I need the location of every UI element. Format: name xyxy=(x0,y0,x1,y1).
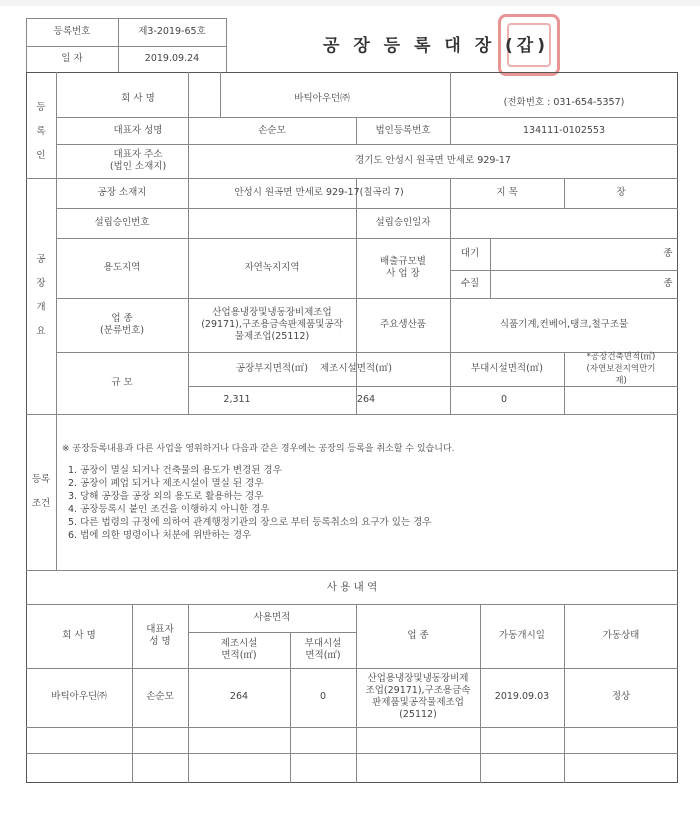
address-value: 경기도 안성시 원곡면 만세로 929-17 xyxy=(355,155,511,166)
aux-area-value: 0 xyxy=(500,394,508,405)
usage-col-industry: 업 종 xyxy=(407,630,429,641)
usage-col-aux: 부대시설 면적(㎡) xyxy=(304,638,342,661)
usage-col-ceo: 대표자 성 명 xyxy=(146,624,174,647)
date-label: 일 자 xyxy=(61,53,83,64)
ceo-label: 대표자 성명 xyxy=(113,125,163,136)
address-label: 대표자 주소 (법인 소재지) xyxy=(109,149,167,172)
approval-no-label: 설립승인번호 xyxy=(94,217,150,228)
usage-industry: 산업용냉장및냉동장비제 조업(29171),구조용금속 판제품및공작물제조업 (25112) xyxy=(365,673,471,720)
usage-col-area: 사용면적 xyxy=(253,612,291,623)
water-value: 종 xyxy=(663,278,673,289)
corp-no-value: 134111-0102553 xyxy=(522,125,606,136)
usage-col-start: 가동개시일 xyxy=(499,630,545,641)
site-area-value: 2,311 xyxy=(223,394,251,405)
condition-item: 2. 공장이 폐업 되거나 제조시설이 멸실 된 경우 xyxy=(68,478,264,489)
land-value: 장 xyxy=(616,187,626,198)
site-area-label: 공장부지면적(㎡) xyxy=(236,363,308,374)
condition-item: 3. 당해 공장을 공장 외의 용도로 활용하는 경우 xyxy=(68,491,264,502)
scale-label: 규 모 xyxy=(111,377,133,388)
company-label: 회 사 명 xyxy=(121,93,155,104)
emission-label: 배출규모별 사 업 장 xyxy=(380,256,426,279)
industry-label: 업 종 (분류번호) xyxy=(99,313,145,336)
condition-item: 6. 법에 의한 명령이나 처분에 위반하는 경우 xyxy=(68,530,252,541)
approval-date-label: 설립승인일자 xyxy=(375,217,431,228)
usage-ceo: 손순모 xyxy=(146,691,174,702)
usage-start-date: 2019.09.03 xyxy=(494,691,550,702)
land-label: 지 목 xyxy=(496,187,518,198)
scan-edge xyxy=(0,0,700,6)
aux-area-label: 부대시설면적(㎡) xyxy=(471,363,543,374)
air-label: 대기 xyxy=(460,248,480,259)
conditions-list xyxy=(68,464,431,542)
condition-item: 1. 공장이 멸실 되거나 건축물의 용도가 변경된 경우 xyxy=(68,465,282,476)
location-value: 안성시 원곡면 만세로 929-17(칠곡리 7) xyxy=(234,187,404,198)
ceo-value: 손순모 xyxy=(258,125,286,136)
product-value: 식품기계,컨베어,탱크,철구조물 xyxy=(499,319,629,330)
corp-no-label: 법인등록번호 xyxy=(375,125,431,136)
phone-number: (전화번호 : 031-654-5357) xyxy=(503,97,625,108)
condition-item: 4. 공장등록시 붙인 조건을 이행하지 아니한 경우 xyxy=(68,504,270,515)
industry-value: 산업용냉장및냉동장비제조업 (29171),구조용금속판제품및공작 물제조업(25112) xyxy=(201,307,343,342)
usage-col-company: 회 사 명 xyxy=(62,630,96,641)
conditions-intro: ※ 공장등록내용과 다른 사업을 영위하거나 다음과 같은 경우에는 공장의 등록을 취소할 수 있습니다. xyxy=(62,444,455,454)
usage-col-mfg: 제조시설 면적(㎡) xyxy=(220,638,258,661)
conditions-section-label: 등록 조건 xyxy=(31,474,51,509)
date-value: 2019.09.24 xyxy=(144,53,200,64)
reg-no-label: 등록번호 xyxy=(53,26,91,37)
water-label: 수질 xyxy=(460,278,480,289)
location-label: 공장 소재지 xyxy=(97,187,147,198)
company-value: 바틱아우던㈜ xyxy=(294,93,350,104)
zone-value: 자연녹지지역 xyxy=(244,262,300,273)
usage-aux-area: 0 xyxy=(319,691,327,702)
mfg-area-value: 264 xyxy=(356,394,376,405)
zone-label: 용도지역 xyxy=(103,262,141,273)
usage-mfg-area: 264 xyxy=(229,691,249,702)
document-title: 공 장 등 록 대 장 (갑) xyxy=(322,36,550,56)
product-label: 주요생산품 xyxy=(380,319,426,330)
factory-section-label: 공 장 개 요 xyxy=(36,254,46,337)
registrant-section-label: 등 록 인 xyxy=(36,102,46,161)
usage-title: 사 용 내 역 xyxy=(326,581,378,593)
condition-item: 5. 다른 법령의 규정에 의하여 관계행정기관의 장으로 부터 등록취소의 요구가 있는 경우 xyxy=(68,517,432,528)
air-value: 종 xyxy=(663,248,673,259)
building-area-label: *공장건축면적(㎡) (자연보전지역만기재) xyxy=(586,352,656,386)
mfg-area-label: 제조시설면적(㎡) xyxy=(320,363,392,374)
usage-company: 바틱아우딘㈜ xyxy=(51,691,107,702)
reg-no-value: 제3-2019-65호 xyxy=(138,26,206,37)
usage-status: 정상 xyxy=(611,691,631,702)
usage-col-status: 가동상태 xyxy=(602,630,640,641)
